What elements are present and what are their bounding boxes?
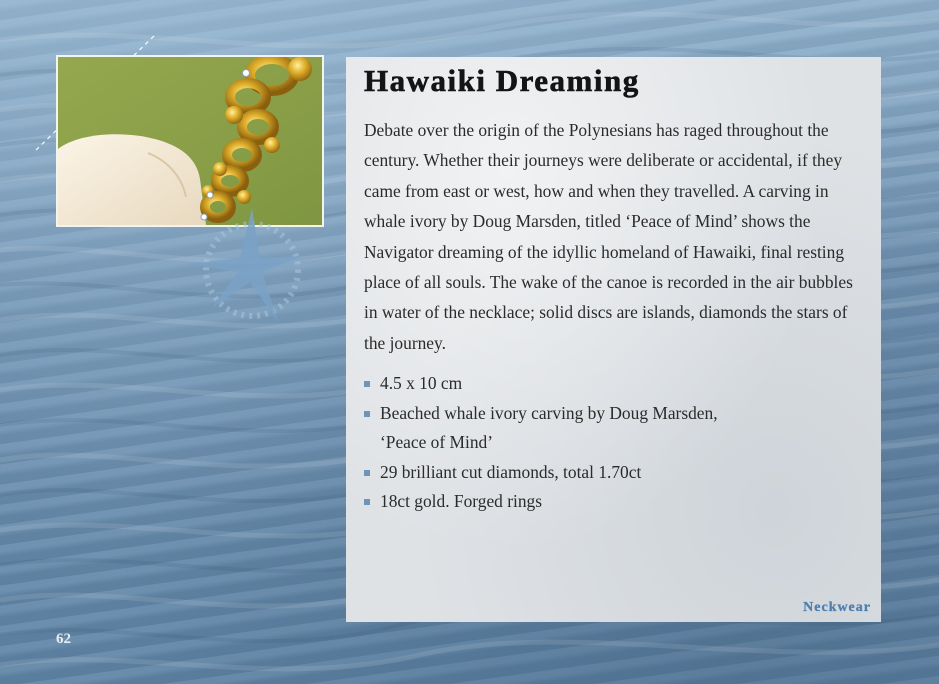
list-item — [360, 487, 865, 517]
list-item — [360, 399, 865, 458]
page-number: 62 — [56, 631, 71, 647]
list-item-text: 29 brilliant cut diamonds, total 1.70ct — [380, 461, 642, 482]
section-label: Neckwear — [803, 600, 871, 615]
article-panel — [346, 57, 881, 622]
article-title: Hawaiki Dreaming — [364, 63, 640, 98]
compass-star-icon — [186, 198, 306, 328]
bullet-square-icon — [364, 499, 370, 505]
list-item-text-continued: ‘Peace of Mind’ — [380, 432, 493, 452]
bullet-square-icon — [364, 411, 370, 417]
article-body: Debate over the origin of the Polynesians has raged throughout the century. Whether their journeys were deliberate or accidental, if they came from east or west, how and when they travelled. A carving in whale ivory by Doug Marsden, titled ‘Peace of Mind’ shows the Navigator dreaming of the idyllic homeland of Hawaiki, final resting place of all souls. The wake of the canoe is recorded in the air bubbles in water of the necklace; solid discs are islands, diamonds the stars of the journey. — [364, 120, 853, 353]
list-item — [360, 369, 865, 399]
bullet-square-icon — [364, 381, 370, 387]
bullet-square-icon — [364, 470, 370, 476]
spec-list — [360, 369, 865, 517]
list-item-text: Beached whale ivory carving by Doug Marsden, — [380, 402, 718, 423]
list-item — [360, 458, 865, 488]
list-item-text: 4.5 x 10 cm — [380, 373, 463, 393]
list-item-text: 18ct gold. Forged rings — [380, 491, 542, 511]
